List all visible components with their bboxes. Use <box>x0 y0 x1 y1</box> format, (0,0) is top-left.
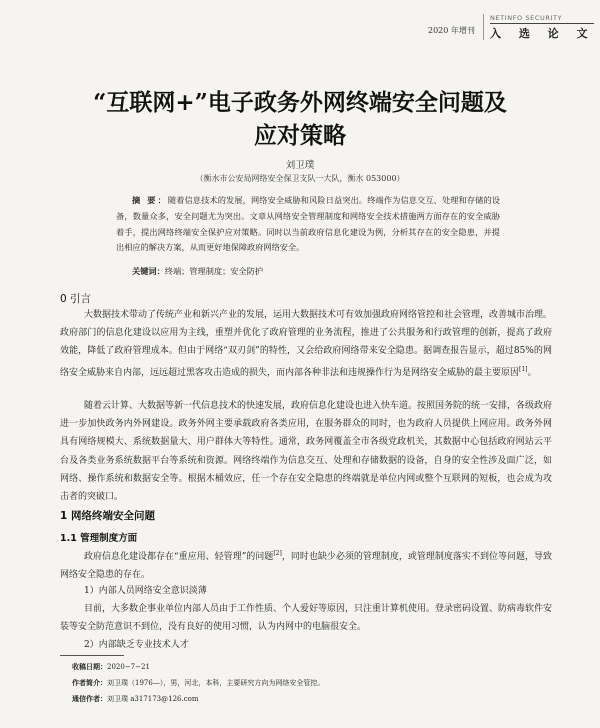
title-line-1: “互联网+”电子政务外网终端安全问题及 <box>93 89 507 116</box>
issue-label: 2020 年增刊 <box>428 26 475 35</box>
keywords-label: 关键词： <box>132 266 165 276</box>
intro-paragraph-1 <box>60 306 552 382</box>
citation-1: [1] <box>519 365 528 373</box>
section-heading-1: 1 网络终端安全问题 <box>60 510 155 522</box>
footnote-author <box>72 678 324 688</box>
abstract-label: 摘 要： <box>132 195 168 205</box>
intro-p1-text: 大数据技术带动了传统产业和新兴产业的发展，运用大数据技术可有效加强政府网络管控和社会管理，改善城市治理。政府部门的信息化建设以应用为主线，重塑并优化了政府管理的业务流程，推进了公共服务和行政管理的创新，提高了政府效能，降低了政府管理成本。但由于网络“双刃剑”的特性，又会给政府网络带来安全隐患。据调查报告显示，超过85%的网络安全威胁来自内部，远远超过黑客攻击造成的损失，而内部各种非法和违规操作行为是网络安全威胁的最主要原因 <box>60 310 553 378</box>
contact-info: 刘卫璞 a317173@126.com <box>107 695 199 703</box>
keywords <box>132 266 263 277</box>
keywords-text: 终端；管理制度；安全防护 <box>164 266 264 276</box>
title-line-2: 应对策略 <box>254 122 346 149</box>
brand-divider <box>490 23 594 24</box>
list-item-1-paragraph: 目前，大多数企事业单位内部人员由于工作性质、个人爱好等原因，只注重计算机使用。登录密码设置、防病毒软件安装等安全防范意识不到位，没有良好的使用习惯，认为内网中的电脑很安全。 <box>60 604 553 633</box>
list-item-1: 1）内部人员网络安全意识淡薄 <box>84 586 207 596</box>
author-name: 刘卫璞 <box>285 160 315 171</box>
contact-label: 通信作者： <box>72 695 107 703</box>
management-paragraph <box>60 545 552 584</box>
journal-name-en: NETINFO SECURITY <box>490 14 563 22</box>
journal-brand <box>483 14 596 40</box>
subsection-heading-1-1: 1.1 管理制度方面 <box>60 533 138 544</box>
footnote-rule <box>60 655 124 656</box>
article-title <box>40 86 560 152</box>
abstract-text: 随着信息技术的发展，网络安全威胁和风险日益突出。终端作为信息交互、处理和存储的设备，数量众多，安全问题尤为突出。文章从网络安全管理制度和网络安全技术措施两方面存在的安全威胁着手，提出网络终端安全保护应对策略。同时以当前政府信息化建设为例，分析其存在的安全隐患，并提出相应的解决方案，从而更好地保障政府网络安全。 <box>116 195 500 253</box>
received-date: 2020−7−21 <box>107 663 150 671</box>
running-header <box>0 0 600 42</box>
footnote-contact <box>72 694 198 704</box>
author-info: 刘卫璞（1976—），男，河北，本科，主要研究方向为网络安全管控。 <box>107 679 325 687</box>
abstract <box>116 193 500 256</box>
management-text: 政府信息化建设都存在“重应用、轻管理”的问题 <box>84 552 274 562</box>
author-affiliation: （衡水市公安局网络安全保卫支队一大队，衡水 053000） <box>195 174 405 183</box>
author-info-label: 作者简介： <box>72 679 107 687</box>
section-heading-0: 0 引言 <box>60 293 92 305</box>
column-label: 入 选 论 文 <box>490 27 595 40</box>
citation-2: [2] <box>273 550 282 557</box>
intro-p1-end: 。 <box>527 367 537 378</box>
received-label: 收稿日期： <box>72 663 107 671</box>
footnote-received <box>72 662 150 672</box>
intro-paragraph-2: 随着云计算、大数据等新一代信息技术的快速发展，政府信息化建设也进入快车道。按照国务院的统一安排，各级政府进一步加快政务内外网建设。政务外网主要承载政府各类应用，在服务群众的同时，也为政府人员提供上网应用。政务外网具有网络规模大、系统数据量大、用户群体大等特性。通常，政务网覆盖全市各级党政机关，其数据中心包括政府网站云平台及各类业务系统数据平台等系统和资源。网络终端作为信息交互、处理和存储数据的设备，自身的安全性涉及面广泛，如网络、操作系统和数据安全等。根据木桶效应，任一个存在安全隐患的终端就是单位内网或整个互联网的短板，也会成为攻击者的突破口。 <box>60 401 553 503</box>
list-item-2: 2）内部缺乏专业技术人才 <box>84 640 189 650</box>
management-text-end: ，同时也缺少必须的管理制度，或管理制度落实不到位等问题，导致网络安全隐患的存在。 <box>60 552 552 581</box>
